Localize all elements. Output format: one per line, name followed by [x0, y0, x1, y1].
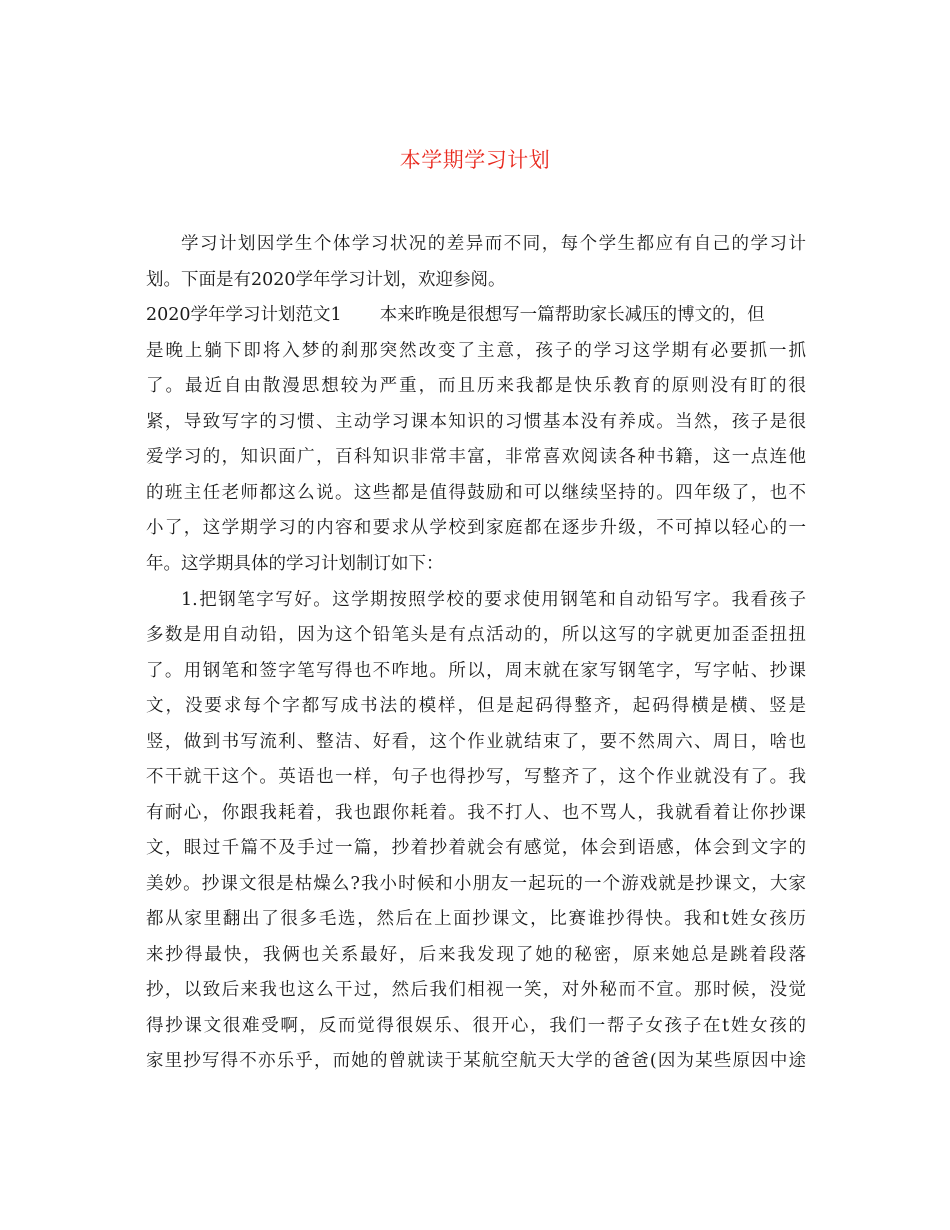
paragraph-line: 划。下面是有2020学年学习计划，欢迎参阅。 — [146, 270, 506, 290]
sample-first-line: 本来昨晚是很想写一篇帮助家长减压的博文的，但 — [379, 305, 765, 325]
sample-title: 2020学年学习计划范文1 — [146, 305, 342, 325]
paragraph-line: 家里抄写得不亦乐乎，而她的曾就读于某航空航天大学的爸爸(因为某些原因中途 — [146, 1051, 806, 1071]
paragraph-line: 学习计划因学生个体学习状况的差异而不同，每个学生都应有自己的学习计 — [181, 234, 806, 254]
paragraph-line: 了。最近自由散漫思想较为严重，而且历来我都是快乐教育的原则没有盯的很 — [146, 376, 806, 396]
paragraph-line: 有耐心，你跟我耗着，我也跟你耗着。我不打人、也不骂人，我就看着让你抄课 — [146, 803, 806, 823]
document-title: 本学期学习计划 — [399, 148, 551, 172]
paragraph-line: 是晚上躺下即将入梦的刹那突然改变了主意，孩子的学习这学期有必要抓一抓 — [146, 341, 806, 361]
sample-heading-line — [146, 303, 806, 327]
paragraph-line: 紧，导致写字的习惯、主动学习课本知识的习惯基本没有养成。当然，孩子是很 — [146, 412, 806, 432]
paragraph-line: 抄，以致后来我也这么干过，然后我们相视一笑，对外秘而不宣。那时候，没觉 — [146, 980, 806, 1000]
paragraph-line: 来抄得最快，我俩也关系最好，后来我发现了她的秘密，原来她总是跳着段落 — [146, 945, 806, 965]
paragraph-line: 爱学习的，知识面广，百科知识非常丰富，非常喜欢阅读各种书籍，这一点连他 — [146, 447, 806, 467]
paragraph-line: 都从家里翻出了很多毛选，然后在上面抄课文，比赛谁抄得快。我和t姓女孩历 — [146, 909, 806, 929]
paragraph-line: 竖，做到书写流利、整洁、好看，这个作业就结束了，要不然周六、周日，啥也 — [146, 732, 806, 752]
paragraph-line: 1.把钢笔字写好。这学期按照学校的要求使用钢笔和自动铅写字。我看孩子 — [181, 590, 806, 610]
paragraph-line: 美妙。抄课文很是枯燥么?我小时候和小朋友一起玩的一个游戏就是抄课文，大家 — [146, 874, 806, 894]
paragraph-line: 的班主任老师都这么说。这些都是值得鼓励和可以继续坚持的。四年级了，也不 — [146, 483, 806, 503]
paragraph-line: 文，眼过千篇不及手过一篇，抄着抄着就会有感觉，体会到语感，体会到文字的 — [146, 838, 806, 858]
paragraph-line: 不干就干这个。英语也一样，句子也得抄写，写整齐了，这个作业就没有了。我 — [146, 767, 806, 787]
paragraph-line: 文，没要求每个字都写成书法的模样，但是起码得整齐，起码得横是横、竖是 — [146, 696, 806, 716]
paragraph-line: 年。这学期具体的学习计划制订如下： — [146, 554, 444, 574]
paragraph-line: 了。用钢笔和签字笔写得也不咋地。所以，周末就在家写钢笔字，写字帖、抄课 — [146, 661, 806, 681]
paragraph-line: 小了，这学期学习的内容和要求从学校到家庭都在逐步升级，不可掉以轻心的一 — [146, 518, 806, 538]
paragraph-line: 得抄课文很难受啊，反而觉得很娱乐、很开心，我们一帮子女孩子在t姓女孩的 — [146, 1016, 806, 1036]
paragraph-line: 多数是用自动铅，因为这个铅笔头是有点活动的，所以这写的字就更加歪歪扭扭 — [146, 625, 806, 645]
